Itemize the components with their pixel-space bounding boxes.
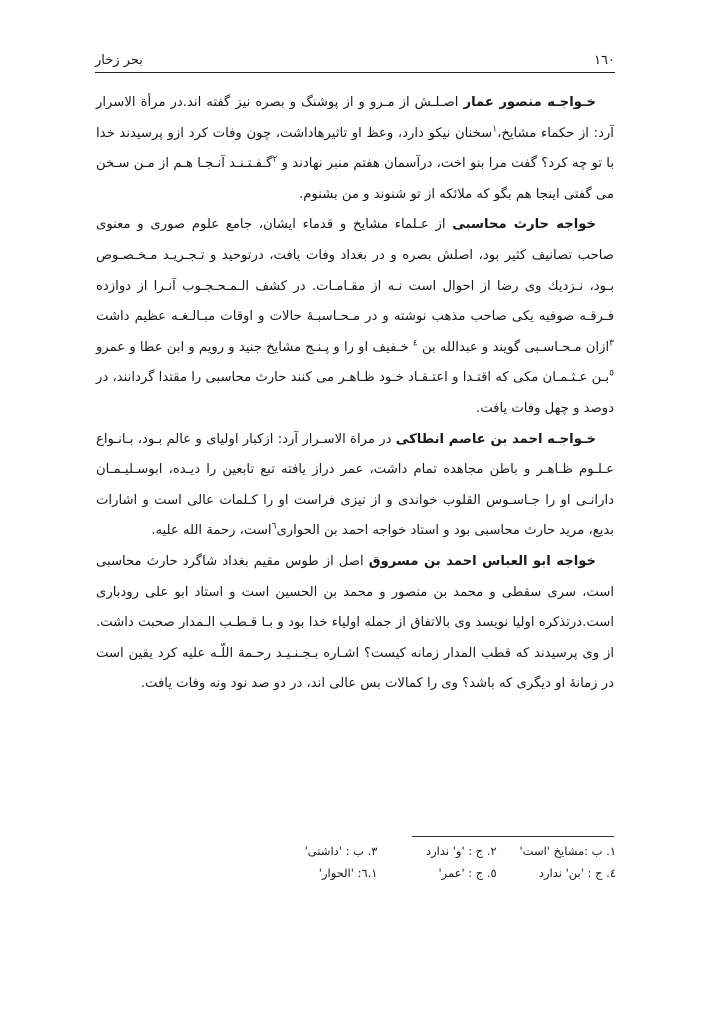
page-header [95,44,615,68]
footnote-row [260,840,616,862]
footnote-ref: ٥ [609,368,614,379]
entry-heading: خواجه حارث محاسبی [452,217,597,233]
footnote-ref: ١ [492,124,498,135]
running-title: بحر زخار [95,53,143,68]
entry-heading: خواجه ابو العباس احمد بن مسروق [368,553,597,569]
entry-heading: خـواجـه احمد بن عاصم انطاکی [395,431,596,447]
paragraph-mansur-ammar: خـواجـه منصور عمار اصـلـش از مـرو و از پوشنگ و بصره نیز گفته اند.در مرأة الاسرار آرد: از حکماء مشایخ،$^١$سخنان نیکو دارد، وعظ او تاثیرهاداشت، چون وفات کرد ازو پرسیدند خدا با تو چه کرد؟ گفت مرا بنو اخت، درآسمان هفتم منبر نهادند و $^٢$گـفـتـنـد آنـجـا هـم از مـن سـخن می گفتی اینجا هم بگو که ملائکه از تو شنوند و من بشنوم. [96,95,614,202]
footnote-divider [412,836,614,837]
footnote: ٢. ج : 'و' ندارد [425,844,497,858]
footnote: ٤. ج : 'بن' ندارد [538,866,616,880]
paragraph-ahmad-masruq: خواجه ابو العباس احمد بن مسروق اصل از طوس مقیم بغداد شاگرد حارث محاسبی است، سری سقطی و محمد بن منصور و محمد بن الحسین است و استاد ابو علی رودباری است.درتذکره اولیا نویسد وی بالاتفاق از جمله اولیاء خدا بود و بـا قـطـب الـمدار صحبت داشت. از وی پرسیدند که قطب المدار زمانه کیست؟ اشـاره بـجـنـیـد رحـمة اللّـه علیه کرد یقین است در زمانهٔ او دیگری که باشد؟ وی را کمالات بس عالی اند، در دو صد نود ونه وفات یافت. [96,553,614,692]
footnote-ref: ٦ [271,521,277,532]
header-divider [95,72,615,73]
footnotes [260,840,616,884]
page-number: ١٦٠ [594,53,615,68]
footnote-ref: ٢ [272,154,278,165]
footnote-ref: ٤ [412,338,418,349]
entry-heading: خـواجـه منصور عمار [463,95,596,110]
footnote: ٣. ب : 'داشتی' [304,844,378,858]
footnote: ٥. ج : 'عمر' [438,866,497,880]
paragraph-harith-muhasibi: خواجه حارث محاسبی از عـلماء مشایخ و قدماء ایشان، جامع علوم صوری و معنوی صاحب تصانیف کثیر بود، اصلش بصره و در بغداد وفات یافت، درتوحید و تـجـریـد مـخـصـوص بـود، نـزدیك وی رضا از احوال است نـه از مقـامـات. در کشف الـمـحـجـوب آنـرا از دوازده فـرقـه صوفیه یکی صاحب مذهب نوشته و در مـحـاسبـهٔ حالات و اوقات مبـالـغـه عظیم داشت $^٣$ازان مـحـاسـبی گویند و عبدالله بن $^٤$ خـفیف او را و پـنـج مشایخ جنید و رویم و ابن عطا و عمرو $^٥$بـن عـثـمـان مکی که اقتـدا و اعتـقـاد خـود ظـاهـر می کنند حارث محاسبی را مقتدا گردانند، در دوصد و چهل وفات یافت. [96,217,614,416]
paragraph-ahmad-antaki: خـواجـه احمد بن عاصم انطاکی در مراة الاسـرار آرد: ازکبار اولیای و عالم بـود، بـانـواع عـلـوم ظـاهـر و باطن مجاهده تمام داشت، عمر دراز یافته تبع تابعین را دیـده، ابوسـلیـمـان دارانـی او را جـاسـوس القلوب خواندی و از تیزی فراست او را کـلمات عالی است و اشارات بدیع، مرید حارث محاسبی بود و استاد خواجه احمد بن الحواری$^٦$است، رحمة الله علیه. [96,431,614,539]
body-text [96,88,614,700]
footnote-row [260,862,616,884]
footnote-ref: ٣ [609,338,614,349]
footnote: ١. ب :مشایخ 'است' [519,844,616,858]
footnote: ٦.١: 'الحوار' [318,866,378,880]
